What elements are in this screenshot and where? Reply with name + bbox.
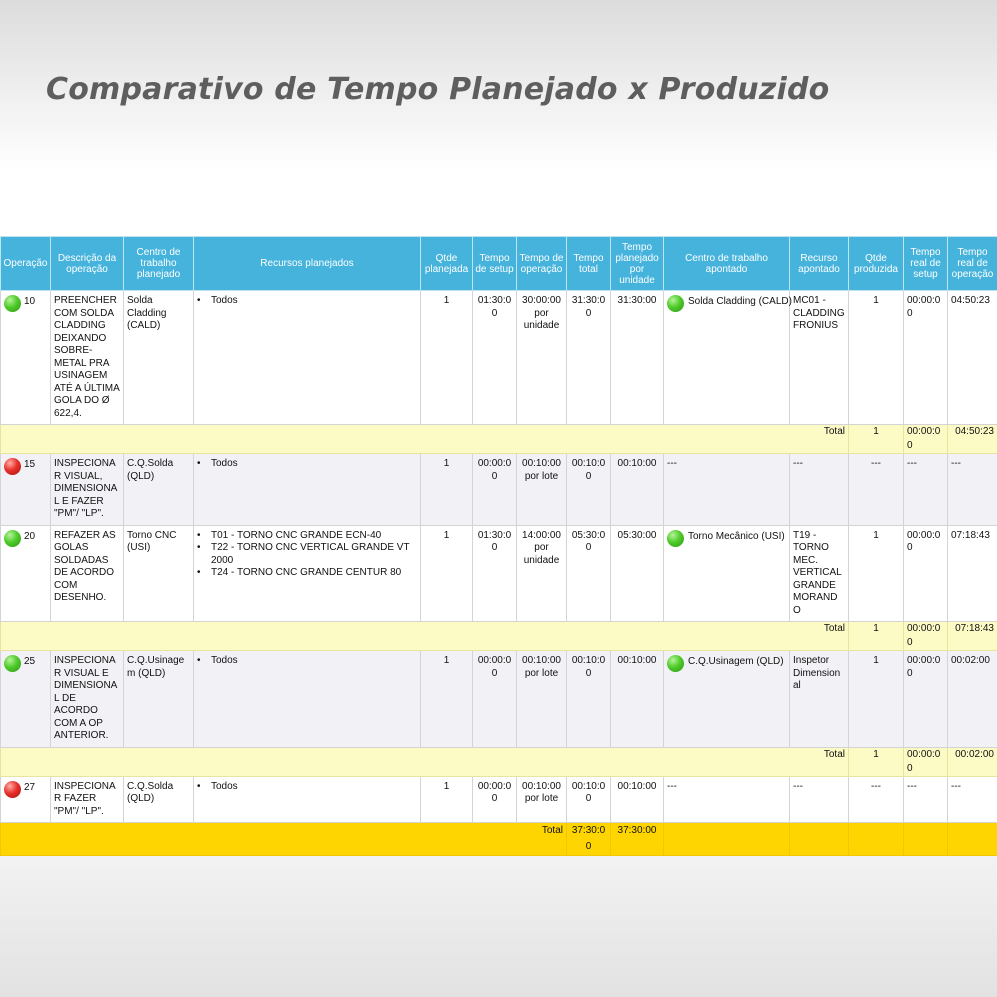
header-tempo-planejado-unidade[interactable]: Tempo planejado por unidade — [611, 237, 664, 291]
operations-table — [0, 236, 997, 856]
table-row[interactable] — [1, 525, 997, 622]
subtotal-operacao: 04:50:23 — [948, 425, 997, 454]
cell-real-setup: --- — [904, 776, 948, 823]
grand-total-empty — [849, 823, 904, 856]
header-tempo-setup[interactable]: Tempo de setup — [473, 237, 517, 291]
status-green-icon — [667, 295, 684, 312]
cell-recursos — [194, 525, 421, 622]
cell-total: 00:10:00 — [567, 454, 611, 526]
centro-apontado: Torno Mecânico (USI) — [688, 530, 785, 542]
cell-centro-apontado — [664, 291, 790, 425]
cell-total: 05:30:00 — [567, 525, 611, 622]
header-tempo-operacao[interactable]: Tempo de operação — [517, 237, 567, 291]
table-header-row — [1, 237, 997, 291]
cell-total: 31:30:00 — [567, 291, 611, 425]
resource-list — [197, 530, 417, 580]
subtotal-setup: 00:00:00 — [904, 425, 948, 454]
cell-planejado-unidade: 00:10:00 — [611, 776, 664, 823]
cell-recursos — [194, 651, 421, 748]
subtotal-qtde: 1 — [849, 747, 904, 776]
subtotal-operacao: 07:18:43 — [948, 622, 997, 651]
cell-real-setup: --- — [904, 454, 948, 526]
header-descricao[interactable]: Descrição da operação — [51, 237, 124, 291]
subtotal-setup: 00:00:00 — [904, 622, 948, 651]
resource-list — [197, 781, 417, 794]
cell-centro-apontado — [664, 651, 790, 748]
header-recursos-planejados[interactable]: Recursos planejados — [194, 237, 421, 291]
cell-operacao-tempo: 00:10:00 por lote — [517, 651, 567, 748]
resource-list — [197, 458, 417, 471]
cell-qtde: 1 — [421, 291, 473, 425]
status-green-icon — [4, 530, 21, 547]
operation-number: 20 — [24, 530, 36, 542]
status-red-icon — [4, 458, 21, 475]
cell-recursos — [194, 776, 421, 823]
cell-real-operacao: 04:50:23 — [948, 291, 997, 425]
grand-total-empty — [664, 823, 790, 856]
cell-planejado-unidade: 31:30:00 — [611, 291, 664, 425]
cell-operacao-tempo: 14:00:00 por unidade — [517, 525, 567, 622]
cell-operacao — [1, 651, 51, 748]
cell-planejado-unidade: 00:10:00 — [611, 651, 664, 748]
cell-operacao — [1, 291, 51, 425]
header-operacao[interactable]: Operação — [1, 237, 51, 291]
cell-centro-planejado: C.Q.Solda (QLD) — [124, 776, 194, 823]
header-tempo-real-setup[interactable]: Tempo real de setup — [904, 237, 948, 291]
cell-setup: 00:00:00 — [473, 651, 517, 748]
cell-centro-apontado — [664, 525, 790, 622]
cell-qtde-produzida: 1 — [849, 651, 904, 748]
cell-qtde: 1 — [421, 776, 473, 823]
cell-total: 00:10:00 — [567, 651, 611, 748]
cell-centro-apontado — [664, 776, 790, 823]
status-red-icon — [4, 781, 21, 798]
header-recurso-apontado[interactable]: Recurso apontado — [790, 237, 849, 291]
cell-real-operacao: 07:18:43 — [948, 525, 997, 622]
cell-qtde-produzida: 1 — [849, 525, 904, 622]
cell-qtde-produzida: 1 — [849, 291, 904, 425]
grand-total-total: 37:30:00 — [567, 823, 611, 856]
status-green-icon — [667, 530, 684, 547]
page-title: Comparativo de Tempo Planejado x Produzido — [46, 72, 830, 107]
subtotal-label: Total — [1, 747, 849, 776]
cell-qtde: 1 — [421, 454, 473, 526]
operation-number: 15 — [24, 459, 36, 470]
cell-qtde: 1 — [421, 525, 473, 622]
cell-centro-planejado: C.Q.Solda (QLD) — [124, 454, 194, 526]
cell-qtde-produzida: --- — [849, 776, 904, 823]
subtotal-row — [1, 622, 997, 651]
header-tempo-total[interactable]: Tempo total — [567, 237, 611, 291]
cell-recurso-apontado: --- — [790, 776, 849, 823]
centro-apontado: Solda Cladding (CALD) — [688, 296, 792, 307]
status-green-icon — [4, 295, 21, 312]
grand-total-empty — [948, 823, 997, 856]
subtotal-label: Total — [1, 622, 849, 651]
header-tempo-real-operacao[interactable]: Tempo real de operação — [948, 237, 997, 291]
cell-centro-planejado: Torno CNC (USI) — [124, 525, 194, 622]
resource-item: • Todos — [197, 458, 417, 471]
resource-list — [197, 655, 417, 668]
header-qtde-planejada[interactable]: Qtde planejada — [421, 237, 473, 291]
centro-apontado: --- — [667, 780, 677, 792]
cell-operacao — [1, 776, 51, 823]
subtotal-row — [1, 747, 997, 776]
cell-real-operacao: 00:02:00 — [948, 651, 997, 748]
cell-descricao: INSPECIONAR FAZER "PM"/ "LP". — [51, 776, 124, 823]
cell-real-operacao: --- — [948, 776, 997, 823]
grand-total-empty — [790, 823, 849, 856]
subtotal-label: Total — [1, 425, 849, 454]
status-green-icon — [667, 655, 684, 672]
cell-qtde-produzida: --- — [849, 454, 904, 526]
table-row[interactable] — [1, 776, 997, 823]
cell-operacao-tempo: 00:10:00 por lote — [517, 776, 567, 823]
cell-recurso-apontado: Inspetor Dimensional — [790, 651, 849, 748]
resource-item: • T01 - TORNO CNC GRANDE ECN-40 — [197, 530, 417, 543]
cell-recurso-apontado: --- — [790, 454, 849, 526]
operation-number: 10 — [24, 296, 36, 307]
table-row[interactable] — [1, 651, 997, 748]
grand-total-row — [1, 823, 997, 856]
cell-descricao: INSPECIONAR VISUAL, DIMENSIONAL E FAZER "PM"/ "LP". — [51, 454, 124, 526]
cell-qtde: 1 — [421, 651, 473, 748]
resource-item: • T22 - TORNO CNC VERTICAL GRANDE VT 2000 — [197, 542, 417, 567]
cell-recursos — [194, 291, 421, 425]
cell-recurso-apontado: MC01 - CLADDING FRONIUS — [790, 291, 849, 425]
cell-real-operacao: --- — [948, 454, 997, 526]
cell-descricao: PREENCHER COM SOLDA CLADDING DEIXANDO SOBRE-METAL PRA USINAGEM ATÉ A ÚLTIMA GOLA DO Ø 622,4. — [51, 291, 124, 425]
cell-planejado-unidade: 05:30:00 — [611, 525, 664, 622]
table-row[interactable] — [1, 454, 997, 526]
cell-centro-planejado: Solda Cladding (CALD) — [124, 291, 194, 425]
cell-setup: 00:00:00 — [473, 454, 517, 526]
cell-setup: 01:30:00 — [473, 525, 517, 622]
cell-operacao-tempo: 30:00:00 por unidade — [517, 291, 567, 425]
cell-centro-planejado: C.Q.Usinagem (QLD) — [124, 651, 194, 748]
subtotal-qtde: 1 — [849, 622, 904, 651]
status-green-icon — [4, 655, 21, 672]
cell-descricao: INSPECIONAR VISUAL E DIMENSIONAL DE ACORDO COM A OP ANTERIOR. — [51, 651, 124, 748]
grand-total-label: Total — [1, 823, 567, 856]
operation-number: 27 — [24, 781, 36, 793]
subtotal-row — [1, 425, 997, 454]
grand-total-planejado: 37:30:00 — [611, 823, 664, 856]
cell-setup: 01:30:00 — [473, 291, 517, 425]
resource-item: • Todos — [197, 781, 417, 794]
centro-apontado: --- — [667, 458, 677, 469]
cell-recursos — [194, 454, 421, 526]
header-qtde-produzida[interactable]: Qtde produzida — [849, 237, 904, 291]
cell-setup: 00:00:00 — [473, 776, 517, 823]
table-row[interactable] — [1, 291, 997, 425]
resource-item: • Todos — [197, 295, 417, 308]
cell-operacao — [1, 525, 51, 622]
subtotal-operacao: 00:02:00 — [948, 747, 997, 776]
header-centro-planejado[interactable]: Centro de trabalho planejado — [124, 237, 194, 291]
cell-operacao-tempo: 00:10:00 por lote — [517, 454, 567, 526]
centro-apontado: C.Q.Usinagem (QLD) — [688, 656, 784, 667]
cell-centro-apontado — [664, 454, 790, 526]
subtotal-qtde: 1 — [849, 425, 904, 454]
cell-planejado-unidade: 00:10:00 — [611, 454, 664, 526]
resource-list — [197, 295, 417, 308]
operation-number: 25 — [24, 656, 36, 667]
cell-descricao: REFAZER AS GOLAS SOLDADAS DE ACORDO COM DESENHO. — [51, 525, 124, 622]
cell-real-setup: 00:00:00 — [904, 525, 948, 622]
header-centro-apontado[interactable]: Centro de trabalho apontado — [664, 237, 790, 291]
subtotal-setup: 00:00:00 — [904, 747, 948, 776]
resource-item: • Todos — [197, 655, 417, 668]
cell-total: 00:10:00 — [567, 776, 611, 823]
cell-real-setup: 00:00:00 — [904, 291, 948, 425]
cell-operacao — [1, 454, 51, 526]
resource-item: • T24 - TORNO CNC GRANDE CENTUR 80 — [197, 567, 417, 580]
grand-total-empty — [904, 823, 948, 856]
cell-recurso-apontado: T19 - TORNO MEC. VERTICAL GRANDE MORANDO — [790, 525, 849, 622]
cell-real-setup: 00:00:00 — [904, 651, 948, 748]
